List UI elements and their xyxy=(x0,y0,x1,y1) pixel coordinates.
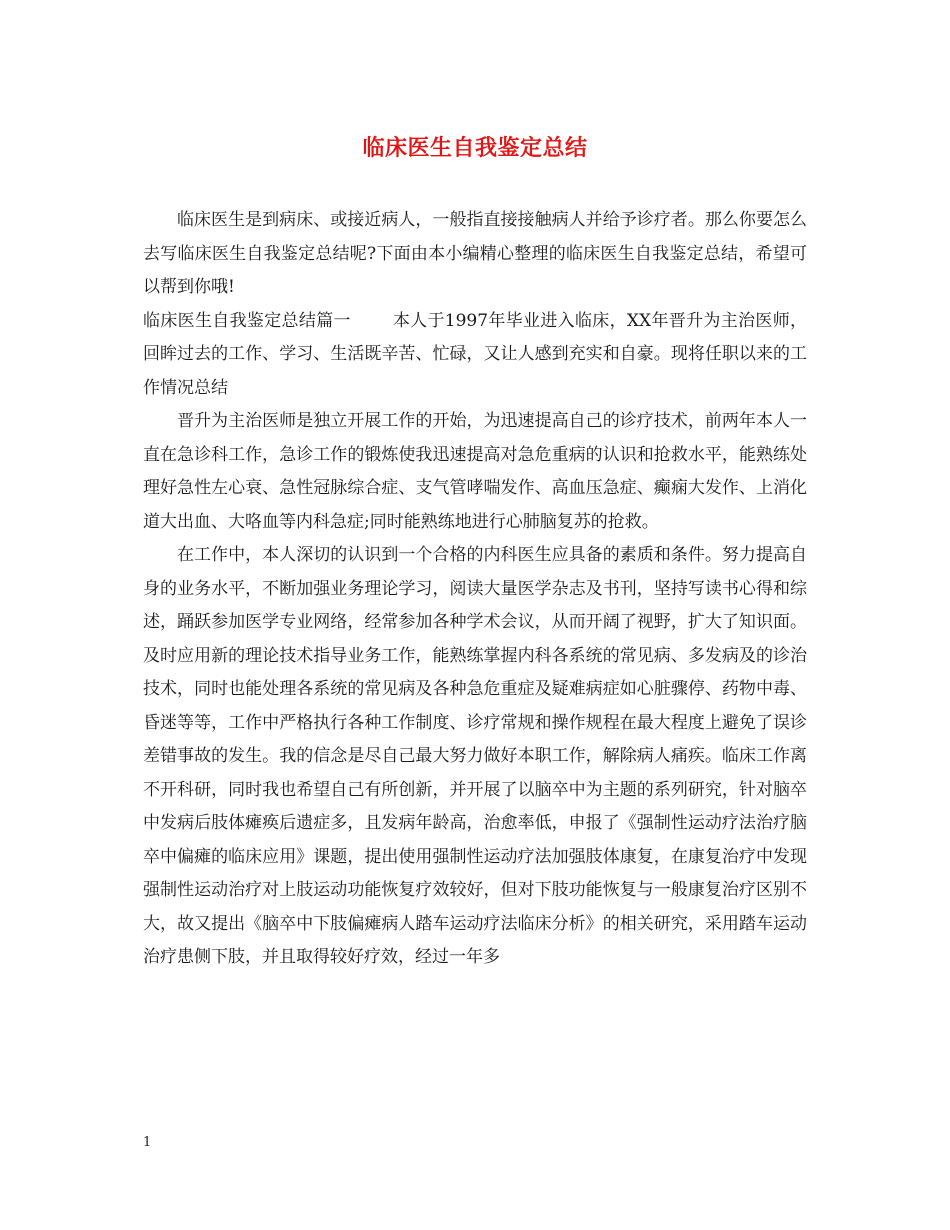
section-one-text: 本人于1997年毕业进入临床，XX年晋升为主治医师，回眸过去的工作、学习、生活既辛苦、忙碌，又让人感到充实和自豪。现将任职以来的工作情况总结 xyxy=(143,310,808,398)
work-paragraph: 在工作中，本人深切的认识到一个合格的内科医生应具备的素质和条件。努力提高自身的业务水平，不断加强业务理论学习，阅读大量医学杂志及书刊，坚持写读书心得和综述，踊跃参加医学专业网络，经常参加各种学术会议，从而开阔了视野，扩大了知识面。及时应用新的理论技术指导业务工作，能熟练掌握内科各系统的常见病、多发病及的诊治技术，同时也能处理各系统的常见病及各种急危重症及疑难病症如心脏骤停、药物中毒、昏迷等等，工作中严格执行各种工作制度、诊疗常规和操作规程在最大程度上避免了误诊差错事故的发生。我的信念是尽自己最大努力做好本职工作，解除病人痛疾。临床工作离不开科研，同时我也希望自己有所创新，并开展了以脑卒中为主题的系列研究，针对脑卒中发病后肢体瘫痪后遗症多，且发病年龄高，治愈率低，申报了《强制性运动疗法治疗脑卒中偏瘫的临床应用》课题，提出使用强制性运动疗法加强肢体康复，在康复治疗中发现强制性运动治疗对上肢运动功能恢复疗效较好，但对下肢功能恢复与一般康复治疗区别不大，故又提出《脑卒中下肢偏瘫病人踏车运动疗法临床分析》的相关研究，采用踏车运动治疗患侧下肢，并且取得较好疗效，经过一年多 xyxy=(143,545,807,967)
document-title: 临床医生自我鉴定总结 xyxy=(362,135,588,161)
document-body xyxy=(143,204,807,975)
page-number: 1 xyxy=(143,1135,152,1150)
intro-paragraph: 临床医生是到病床、或接近病人，一般指直接接触病人并给予诊疗者。那么你要怎么去写临床医生自我鉴定总结呢?下面由本小编精心整理的临床医生自我鉴定总结，希望可以帮到你哦! xyxy=(143,210,807,297)
section-one-heading: 临床医生自我鉴定总结篇一 xyxy=(143,310,351,331)
section-one-paragraph xyxy=(143,305,807,406)
promotion-paragraph: 晋升为主治医师是独立开展工作的开始，为迅速提高自己的诊疗技术，前两年本人一直在急诊科工作，急诊工作的锻炼使我迅速提高对急危重病的认识和抢救水平，能熟练处理好急性左心衰、急性冠脉综合症、支气管哮喘发作、高血压急症、癫痫大发作、上消化道大出血、大咯血等内科急症;同时能熟练地进行心肺脑复苏的抢救。 xyxy=(143,411,807,532)
